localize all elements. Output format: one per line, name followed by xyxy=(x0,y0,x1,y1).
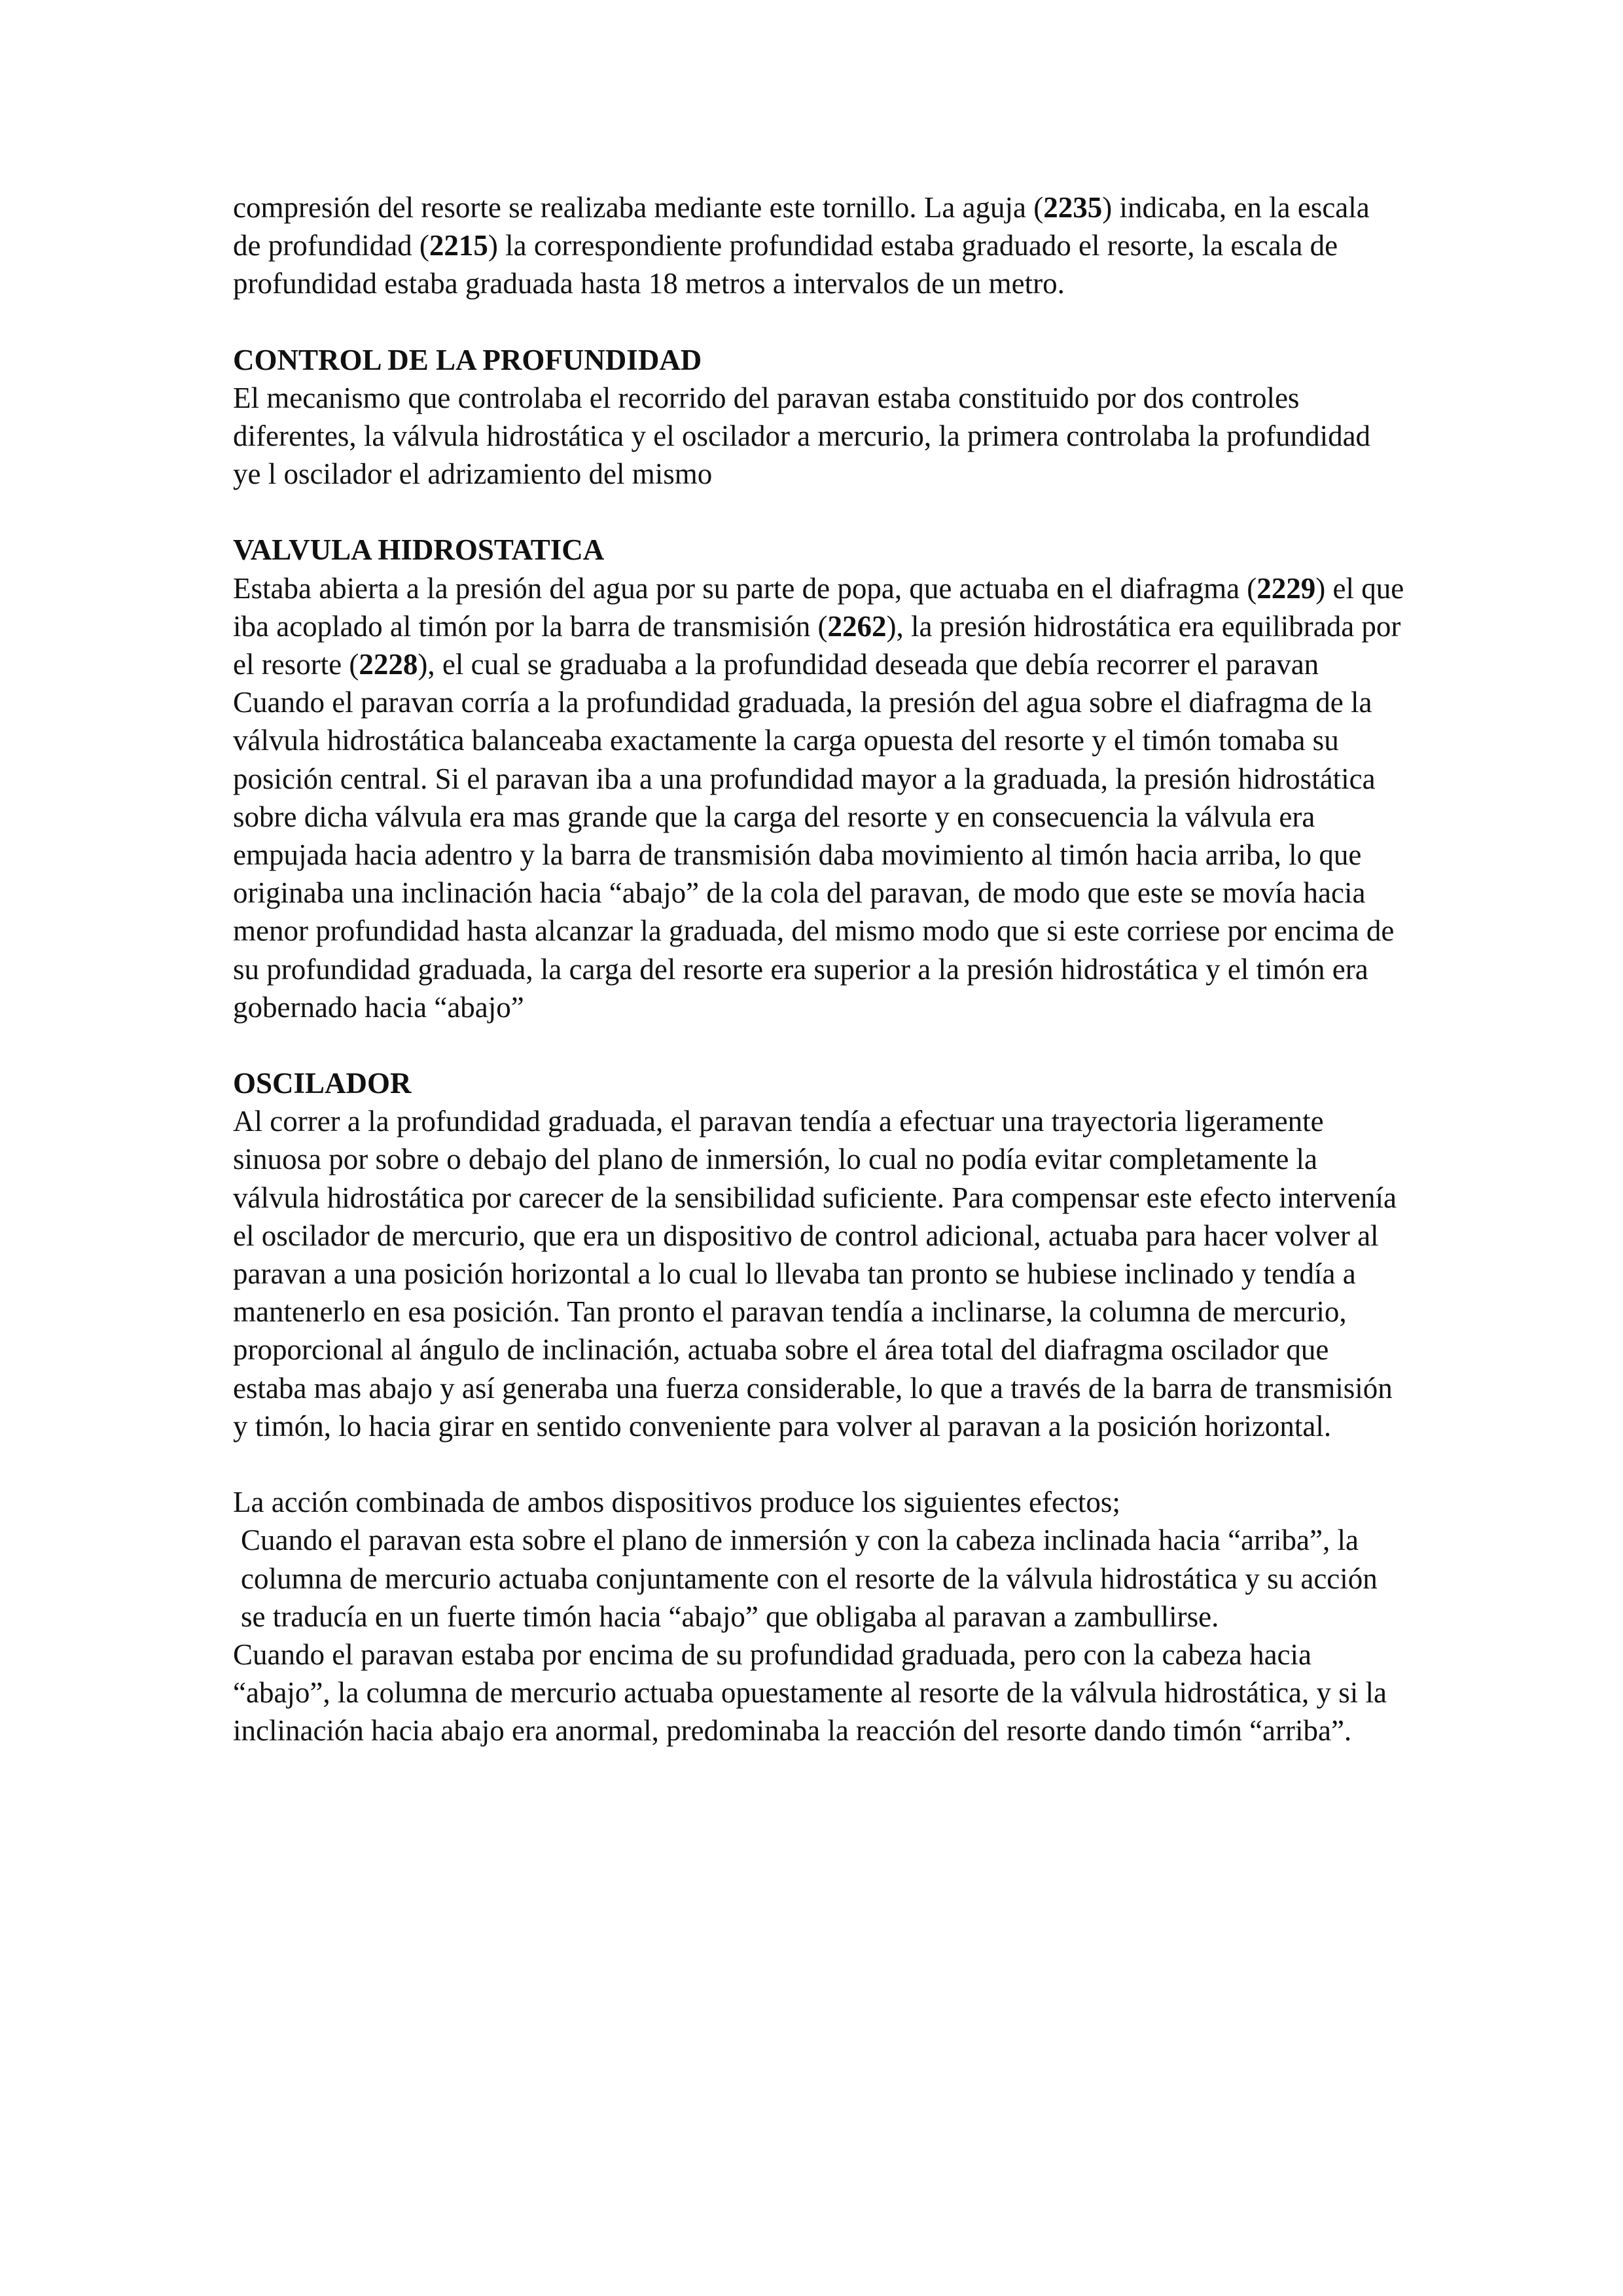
paragraph-gap xyxy=(233,493,1404,531)
section-heading-control-profundidad: CONTROL DE LA PROFUNDIDAD xyxy=(233,343,702,376)
part-number: 2228 xyxy=(359,648,418,681)
text-run: ) el que iba acoplado al timón por la barra de transmisión ( xyxy=(233,571,1404,643)
section-paragraph xyxy=(233,1102,1404,1445)
section-heading-valvula-hidrostatica: VALVULA HIDROSTATICA xyxy=(233,533,605,567)
document-page xyxy=(233,188,1404,1750)
text-run: Cuando el paravan corría a la profundidad graduada, la presión del agua sobre el diafragma de la válvula hidrostática balanceaba exactamente la carga opuesta del resorte y el timón tomaba su posición central. Si el paravan iba a una profundidad mayor a la graduada, la presión hidrostática sobre dicha válvula era mas grande que la carga del resorte y en consecuencia la válvula era empujada hacia adentro y la barra de transmisión daba movimiento al timón hacia arriba, lo que originaba una inclinación hacia “abajo” de la cola del paravan, de modo que este se movía hacia menor profundidad hasta alcanzar la graduada, del mismo modo que si este corriese por encima de su profundidad graduada, la carga del resorte era superior a la presión hidrostática y el timón era gobernado hacia “abajo” xyxy=(233,686,1395,1024)
section-heading-oscilador: OSCILADOR xyxy=(233,1067,412,1100)
paragraph-gap xyxy=(233,1445,1404,1483)
paragraph-gap xyxy=(233,303,1404,341)
text-run: El mecanismo que controlaba el recorrido del paravan estaba constituido por dos controles diferentes, la válvula hidrostática y el oscilador a mercurio, la primera controlaba la profundidad ye l oscilador el adrizamiento del mismo xyxy=(233,381,1371,491)
text-run: Al correr a la profundidad graduada, el paravan tendía a efectuar una trayectoria ligeramente sinuosa por sobre o debajo del plano de inmersión, lo cual no podía evitar completamente la válvula hidrostática por carecer de la sensibilidad suficiente. Para compensar este efecto intervenía el oscilador de mercurio, que era un dispositivo de control adicional, actuaba para hacer volver al paravan a una posición horizontal a lo cual lo llevaba tan pronto se hubiese inclinado y tendía a mantenerlo en esa posición. Tan pronto el paravan tendía a inclinarse, la columna de mercurio, proporcional al ángulo de inclinación, actuaba sobre el área total del diafragma oscilador que estaba mas abajo y así generaba una fuerza considerable, lo que a través de la barra de transmisión y timón, lo hacia girar en sentido conveniente para volver al paravan a la posición horizontal. xyxy=(233,1105,1397,1443)
section-paragraph xyxy=(233,569,1404,684)
section-paragraph xyxy=(233,379,1404,493)
section-paragraph xyxy=(233,683,1404,1026)
paragraph-gap xyxy=(233,1026,1404,1064)
part-number: 2229 xyxy=(1257,571,1316,605)
text-run: ), el cual se graduaba a la profundidad deseada que debía recorrer el paravan xyxy=(418,648,1319,681)
text-run: ) indicaba, en la escala de profundidad ( xyxy=(233,191,1370,262)
text-run: ), la presión hidrostática era equilibrada por el resorte ( xyxy=(233,609,1401,681)
text-run: ) la correspondiente profundidad estaba graduado el resorte, la escala de profundidad estaba graduada hasta 18 metros a intervalos de un metro. xyxy=(233,229,1338,300)
part-number: 2235 xyxy=(1043,191,1103,224)
closing-paragraph: Cuando el paravan estaba por encima de su profundidad graduada, pero con la cabeza hacia “abajo”, la columna de mercurio actuaba opuestamente al resorte de la válvula hidrostática, y si la inclinación hacia abajo era anormal, predominaba la reacción del resorte dando timón “arriba”. xyxy=(233,1638,1387,1748)
closing-lead: La acción combinada de ambos dispositivos produce los siguientes efectos; xyxy=(233,1486,1120,1519)
text-run: Estaba abierta a la presión del agua por su parte de popa, que actuaba en el diafragma ( xyxy=(233,571,1257,605)
part-number: 2215 xyxy=(429,229,488,262)
text-run: compresión del resorte se realizaba mediante este tornillo. La aguja ( xyxy=(233,191,1044,224)
intro-paragraph xyxy=(233,188,1404,303)
closing-paragraph: Cuando el paravan esta sobre el plano de inmersión y con la cabeza inclinada hacia “arriba”, la columna de mercurio actuaba conjuntamente con el resorte de la válvula hidrostática y su acción se traducía en un fuerte timón hacia “abajo” que obligaba al paravan a zambullirse. xyxy=(241,1524,1378,1633)
part-number: 2262 xyxy=(827,609,887,643)
